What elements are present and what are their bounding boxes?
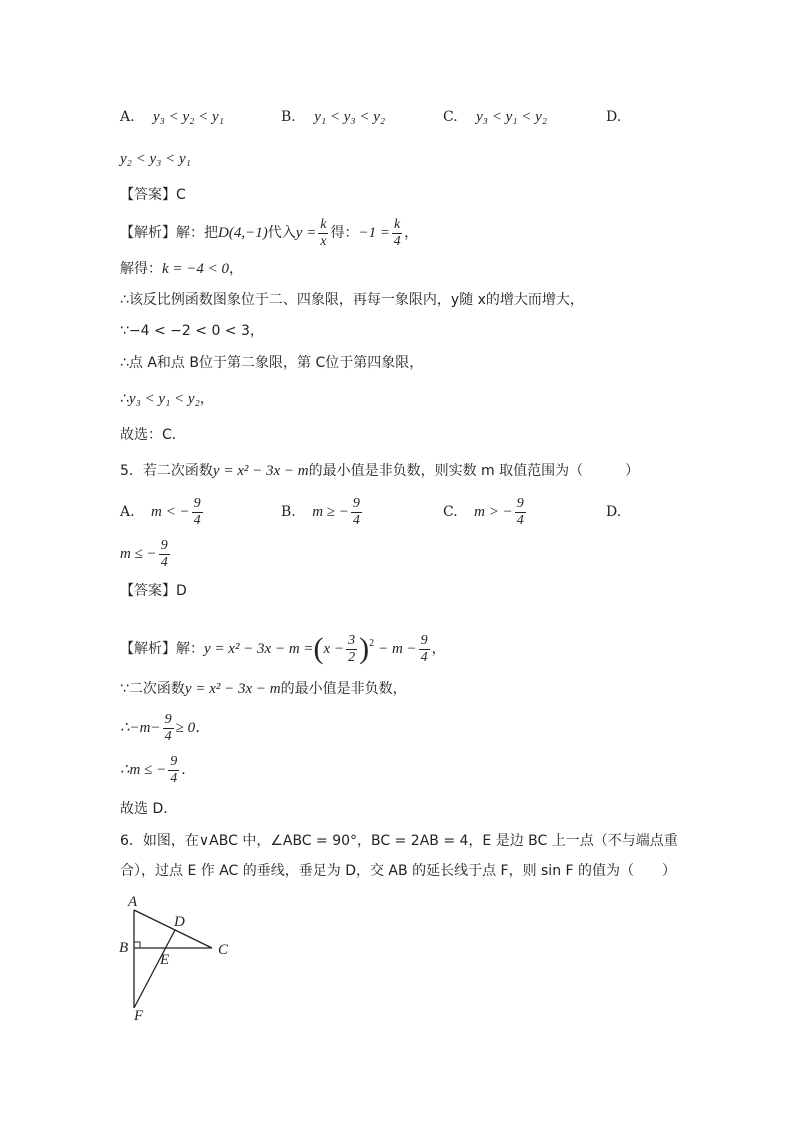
q5-option-d-math: m ≤ − (120, 546, 157, 562)
q5-option-d-body (120, 536, 172, 572)
q5-stem-suffix: 的最小值是非负数，则实数 m 取值范围为（ ） (308, 463, 640, 479)
q5-sol1-inner-den: 2 (348, 649, 356, 665)
q4-sol1-fraction-2 (392, 217, 402, 250)
q4-sol2-prefix: 解得： (120, 261, 162, 277)
q5-option-a-letter: A. (120, 504, 135, 520)
q4-sol6-prefix: ∴ (120, 391, 129, 407)
q4-solution-line-2 (120, 258, 243, 280)
q4-solution-line-7: 故选：C． (120, 427, 186, 443)
q4-solution-line-4: ∵−4 < −2 < 0 < 3， (120, 323, 264, 339)
q5-option-c-letter: C. (443, 504, 458, 520)
q4-solution-line-3: ∴该反比例函数图象位于二、四象限，再每一象限内，y随 x的增大而增大， (120, 292, 584, 308)
q5-option-b-fraction (351, 496, 362, 529)
q5-sol4-num: 9 (170, 753, 178, 769)
q5-sol4-math: ∴m ≤ − (120, 762, 167, 778)
q5-option-d (606, 494, 621, 530)
q5-solution-line-4 (120, 752, 195, 788)
q4-sol1-func: y = (295, 225, 317, 241)
q5-sol1-inner: x − (323, 641, 345, 657)
q5-stem-math: y = x² − 3x − m (212, 463, 309, 479)
q5-solution-line-5: 故选 D． (120, 801, 178, 817)
q4-option-b-letter: B. (281, 109, 296, 125)
label-f: F (134, 1008, 144, 1022)
q4-option-b (281, 106, 385, 128)
q5-sol3-den: 4 (164, 728, 172, 744)
q5-sol1-prefix: 【解析】解： (120, 641, 204, 657)
q5-option-b (281, 494, 364, 530)
q4-sol1-point: D(4,−1) (218, 225, 268, 241)
q5-opt-b-num: 9 (352, 495, 360, 511)
q4-sol1-frac2-den: 4 (393, 233, 401, 249)
q5-sol3-math: ∴−m− (120, 720, 161, 736)
q5-option-d-fraction (159, 538, 170, 571)
q5-option-a-math: m < − (151, 504, 190, 520)
q5-option-c (443, 494, 528, 530)
q5-option-a (120, 494, 205, 530)
q4-solution-line-1 (120, 216, 418, 250)
q5-opt-c-num: 9 (516, 495, 524, 511)
q5-sol2-math: y = x² − 3x − m (184, 681, 281, 697)
q5-sol4-tail: ． (181, 762, 196, 778)
q6-figure (114, 892, 244, 1022)
q5-option-b-letter: B. (281, 504, 296, 520)
q4-sol2-end: ， (229, 261, 244, 277)
q4-sol6-end: ， (199, 391, 214, 407)
q4-option-c-math: y₃ < y₁ < y₂ (476, 109, 547, 125)
q4-sol1-frac2-num: k (393, 216, 401, 232)
q4-option-b-math: y₁ < y₃ < y₂ (314, 109, 386, 125)
q5-sol1-tail-num: 9 (420, 632, 428, 648)
q4-option-d (606, 106, 621, 128)
q6-stem-line-1: 6．如图，在∨ABC 中，∠ABC = 90°，BC = 2AB = 4，E 是边 BC 上一点（不与端点重 (120, 833, 678, 849)
q4-option-d-math: y₂ < y₃ < y₁ (120, 151, 191, 167)
q4-solution-line-5: ∴点 A和点 B位于第二象限，第 C位于第四象限， (120, 355, 424, 371)
label-e: E (160, 952, 170, 968)
q6-stem-line-2: 合），过点 E 作 AC 的垂线，垂足为 D，交 AB 的延长线于点 F，则 sin F 的值为（ ） (120, 863, 677, 879)
q4-sol6-math: y₃ < y₁ < y₂ (128, 391, 200, 407)
q5-stem-prefix: 5．若二次函数 (120, 463, 213, 479)
q5-opt-b-den: 4 (352, 512, 360, 528)
q4-sol1-frac-den: x (320, 233, 327, 249)
q4-option-c (443, 106, 547, 128)
q5-sol1-tail-fraction (419, 633, 430, 666)
q5-sol3-tail: ≥ 0． (175, 720, 211, 736)
q5-sol1-math: y = x² − 3x − m = (204, 641, 314, 657)
q5-sol1-tail-den: 4 (420, 649, 428, 665)
label-a: A (128, 894, 138, 910)
q5-sol1-right-paren: ) (359, 632, 370, 665)
q5-stem (120, 460, 639, 482)
q4-sol1-after: 得： (330, 225, 359, 241)
q5-sol1-inner-num: 3 (348, 632, 356, 648)
q5-sol4-fraction (168, 754, 179, 787)
q5-sol3-num: 9 (164, 711, 172, 727)
q5-sol1-square: 2 (369, 638, 375, 649)
q4-option-a (120, 106, 224, 128)
q5-sol4-den: 4 (170, 770, 178, 786)
q5-opt-d-den: 4 (160, 554, 168, 570)
q5-option-d-letter: D. (606, 504, 622, 520)
q4-sol1-fraction (318, 217, 328, 250)
q5-option-c-math: m > − (474, 504, 513, 520)
label-b: B (119, 940, 129, 956)
q4-option-c-letter: C. (443, 109, 458, 125)
q5-option-a-fraction (192, 496, 203, 529)
q4-sol1-end: ， (404, 225, 419, 241)
q5-sol2-suffix: 的最小值是非负数， (280, 681, 407, 697)
q4-option-a-letter: A. (120, 109, 135, 125)
label-d: D (174, 914, 185, 930)
q5-opt-a-den: 4 (193, 512, 201, 528)
q5-answer: 【答案】D (120, 583, 187, 599)
q5-solution-line-3 (120, 710, 210, 746)
q5-opt-a-num: 9 (193, 495, 201, 511)
q4-sol2-math: k = −4 < 0 (162, 261, 230, 277)
segment-ac (134, 910, 212, 948)
q5-opt-d-num: 9 (160, 537, 168, 553)
right-angle-mark (134, 942, 140, 948)
q4-option-d-letter: D. (606, 109, 622, 125)
q5-sol1-left-paren: ( (313, 632, 324, 665)
q5-sol1-inner-fraction (346, 633, 357, 666)
label-c: C (218, 942, 229, 958)
q4-answer: 【答案】C (120, 187, 186, 203)
q5-option-c-fraction (515, 496, 526, 529)
q5-sol1-end: ， (431, 641, 446, 657)
q5-opt-c-den: 4 (516, 512, 524, 528)
q5-option-b-math: m ≥ − (312, 504, 349, 520)
q4-sol1-frac-num: k (320, 216, 327, 232)
q4-sol1-mid: 代入 (267, 225, 296, 241)
q5-solution-line-2 (120, 678, 407, 700)
q5-solution-line-1 (120, 620, 446, 673)
q4-sol1-prefix: 【解析】解：把 (120, 225, 218, 241)
q4-option-a-math: y₃ < y₂ < y₁ (153, 109, 224, 125)
q5-sol3-fraction (163, 712, 174, 745)
q5-sol2-prefix: ∵二次函数 (120, 681, 185, 697)
q5-sol1-tail: − m − (378, 641, 417, 657)
q4-solution-line-6 (120, 388, 214, 410)
q4-sol1-eq: −1 = (358, 225, 390, 241)
